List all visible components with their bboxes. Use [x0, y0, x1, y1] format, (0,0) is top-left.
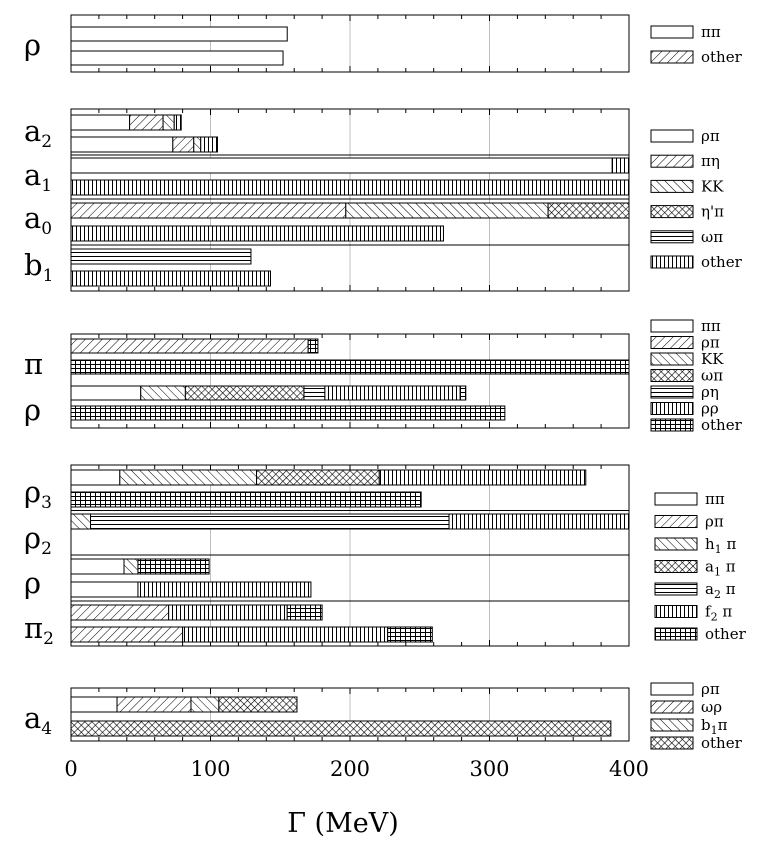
- meson-subscript: 1: [41, 176, 53, 196]
- meson-symbol: b: [24, 248, 43, 282]
- legend-label-text: other: [701, 416, 742, 434]
- legend-label: [701, 334, 720, 352]
- bar-segment-diag: [71, 627, 183, 642]
- legend-swatch: [655, 538, 697, 550]
- meson-symbol: ρ: [24, 28, 42, 62]
- panel-rho-panel: [24, 15, 743, 72]
- legend-label: [701, 698, 722, 716]
- legend-label: [705, 535, 736, 556]
- legend-swatch: [651, 51, 693, 63]
- meson-label: [24, 248, 53, 286]
- bar-segment-blank: [71, 559, 124, 574]
- meson-label: [24, 701, 52, 739]
- legend-label-tail: π: [717, 602, 733, 621]
- legend-label-text: η'π: [701, 202, 724, 221]
- legend-label: [705, 625, 747, 643]
- x-axis: [64, 757, 649, 781]
- legend-swatch: [651, 320, 693, 332]
- legend-label-text: a: [705, 580, 714, 598]
- legend-label-text: KK: [701, 350, 724, 368]
- bar-segment-grid: [71, 360, 629, 374]
- x-tick-label: 300: [469, 757, 510, 781]
- legend-label: [705, 513, 724, 531]
- legend-label-subscript: 1: [713, 565, 721, 579]
- bar-segment-vlines: [201, 137, 218, 152]
- legend-label-tail: π: [717, 716, 728, 734]
- legend-label: [701, 203, 724, 221]
- legend-swatch: [651, 231, 693, 243]
- panel-rho3-panel: [24, 465, 747, 649]
- meson-symbol: a: [24, 158, 42, 192]
- meson-symbol: π: [24, 611, 44, 645]
- meson-symbol: a: [24, 114, 42, 148]
- panels-layer: [24, 15, 747, 752]
- legend-label-subscript: 2: [710, 610, 718, 624]
- x-axis-title: Γ (MeV): [287, 808, 399, 839]
- legend-swatch: [651, 419, 693, 431]
- legend-swatch: [655, 493, 697, 505]
- bar-segment-cross: [71, 721, 611, 736]
- legend-label-text: ωρ: [701, 698, 723, 716]
- legend-label: [701, 23, 721, 41]
- legend-label: [701, 734, 743, 752]
- bar-segment-antidiag: [120, 470, 257, 485]
- meson-subscript: 2: [41, 132, 53, 152]
- bar-segment-grid: [138, 559, 209, 574]
- x-tick-label: 100: [190, 757, 231, 781]
- meson-label: [24, 475, 52, 513]
- bar-segment-antidiag: [124, 559, 138, 574]
- bar-segment-grid: [308, 339, 318, 353]
- meson-symbol: a: [24, 201, 42, 235]
- legend-label: [701, 383, 719, 401]
- bar-segment-antidiag: [71, 514, 91, 529]
- legend-label: [705, 558, 736, 579]
- legend-label-text: ρρ: [701, 399, 719, 418]
- bar-segment-cross: [185, 386, 304, 400]
- bar-segment-antidiag: [346, 203, 548, 218]
- legend-label: [701, 253, 743, 271]
- meson-symbol: ρ: [24, 521, 42, 555]
- legend-label-text: other: [701, 253, 742, 271]
- legend-label-text: other: [701, 734, 742, 752]
- bar-segment-grid: [460, 386, 466, 400]
- meson-symbol: ρ: [24, 475, 42, 509]
- bar-segment-hlines: [304, 386, 325, 400]
- legend-label: [701, 680, 720, 698]
- legend-label: [701, 416, 743, 434]
- legend-label-text: ρπ: [701, 333, 720, 352]
- meson-label: [24, 114, 52, 152]
- legend-swatch: [651, 206, 693, 218]
- legend-label-tail: π: [720, 580, 736, 598]
- panel-a4-panel: [24, 680, 743, 752]
- panel-a-b-panel: [24, 109, 743, 291]
- legend-label-text: KK: [701, 177, 724, 196]
- meson-symbol: a: [24, 701, 42, 735]
- meson-label: [24, 393, 41, 427]
- legend-swatch: [651, 370, 693, 382]
- legend-swatch: [651, 256, 693, 268]
- legend-swatch: [651, 26, 693, 38]
- meson-label: [24, 566, 41, 600]
- legend-label-text: ρη: [701, 383, 719, 401]
- legend-swatch: [651, 737, 693, 749]
- meson-label: [24, 521, 52, 559]
- legend-label: [701, 317, 721, 335]
- bar-segment-vlines: [138, 582, 311, 597]
- meson-subscript: 3: [41, 493, 52, 513]
- panel-pi-rho-panel: [24, 317, 743, 434]
- legend-label: [705, 603, 732, 624]
- bar-segment-blank: [71, 386, 141, 400]
- bar-segment-grid: [287, 605, 322, 620]
- legend-label-text: a: [705, 557, 714, 576]
- legend-label-text: ρπ: [701, 680, 720, 698]
- bar-segment-hlines: [91, 514, 450, 529]
- meson-subscript: 4: [41, 719, 53, 739]
- bar-segment-grid: [71, 492, 421, 507]
- legend-label-tail: π: [721, 535, 737, 553]
- legend-label-tail: π: [720, 557, 736, 576]
- meson-subscript: 2: [43, 629, 54, 649]
- bar-segment-diag: [71, 203, 346, 218]
- meson-symbol: ρ: [24, 393, 42, 427]
- x-tick-label: 0: [64, 757, 78, 781]
- meson-label: [24, 347, 43, 381]
- legend-swatch: [655, 606, 697, 618]
- legend-label-text: other: [705, 625, 746, 643]
- bar-segment-vlines: [183, 627, 388, 642]
- legend-label: [701, 48, 743, 66]
- bar-segment-blank: [71, 158, 612, 173]
- legend-swatch: [655, 516, 697, 528]
- meson-label: [24, 611, 54, 649]
- bar-segment-blank: [71, 582, 138, 597]
- bar-segment-blank: [71, 51, 283, 65]
- legend-swatch: [651, 386, 693, 398]
- meson-label: [24, 201, 52, 239]
- bar-segment-vlines: [71, 271, 270, 286]
- bar-segment-hlines: [71, 249, 251, 264]
- legend-swatch: [651, 353, 693, 365]
- bar-segment-diag: [117, 697, 191, 712]
- bar-segment-blank: [71, 115, 130, 130]
- legend-label: [705, 580, 736, 601]
- bar-segment-vlines: [169, 605, 288, 620]
- bar-segment-blank: [71, 470, 120, 485]
- legend-swatch: [651, 130, 693, 142]
- legend-label-text: ππ: [701, 317, 721, 335]
- legend-label: [701, 152, 720, 170]
- legend-label: [701, 367, 723, 385]
- bar-segment-cross: [548, 203, 629, 218]
- bar-segment-antidiag: [194, 137, 201, 152]
- bar-segment-blank: [71, 697, 117, 712]
- bar-segment-grid: [71, 406, 505, 420]
- bar-segment-cross: [219, 697, 297, 712]
- legend-label-text: ωπ: [701, 227, 724, 246]
- legend-label: [701, 350, 724, 368]
- legend-label: [705, 490, 725, 508]
- meson-symbol: π: [24, 347, 44, 381]
- bar-segment-vlines: [379, 470, 585, 485]
- legend-label-text: ππ: [701, 23, 721, 41]
- legend-label: [701, 400, 719, 418]
- legend-label-subscript: 1: [714, 543, 722, 556]
- bar-segment-blank: [71, 27, 287, 41]
- x-tick-label: 200: [329, 757, 371, 781]
- bar-segment-diag: [130, 115, 163, 130]
- legend-label: [701, 228, 723, 246]
- bar-segment-antidiag: [191, 697, 219, 712]
- meson-label: [24, 158, 52, 196]
- bar-segment-vlines: [174, 115, 181, 130]
- legend-swatch: [651, 403, 693, 415]
- legend-label: [701, 177, 724, 195]
- legend-swatch: [655, 628, 697, 640]
- bar-segment-vlines: [71, 180, 629, 195]
- bar-segment-blank: [71, 137, 173, 152]
- legend-swatch: [655, 583, 697, 595]
- bar-segment-diag: [71, 605, 169, 620]
- bar-segment-antidiag: [141, 386, 186, 400]
- meson-subscript: 2: [41, 539, 52, 559]
- legend-label: [701, 127, 720, 145]
- legend-label-text: ωπ: [701, 366, 724, 385]
- bar-segment-antidiag: [163, 115, 174, 130]
- legend-swatch: [651, 701, 693, 713]
- legend-label-subscript: 2: [713, 588, 721, 601]
- x-tick-label: 400: [608, 757, 650, 781]
- legend-label-text: b: [701, 716, 711, 734]
- legend-label-text: h: [705, 535, 715, 553]
- bar-segment-vlines: [71, 226, 443, 241]
- legend-swatch: [651, 155, 693, 167]
- legend-label-text: ππ: [705, 490, 725, 508]
- bar-segment-cross: [257, 470, 380, 485]
- legend-swatch: [651, 337, 693, 349]
- meson-symbol: ρ: [24, 566, 42, 600]
- bar-segment-vlines: [449, 514, 629, 529]
- meson-subscript: 0: [41, 219, 53, 239]
- legend-label-text: f: [705, 602, 711, 621]
- legend-label-text: ρπ: [701, 127, 720, 145]
- legend-label-subscript: 1: [710, 724, 718, 737]
- legend-label-text: πη: [701, 152, 720, 171]
- bar-segment-diag: [71, 339, 308, 353]
- bar-segment-diag: [173, 137, 194, 152]
- legend-label-text: other: [701, 48, 742, 66]
- bar-segment-vlines: [612, 158, 629, 173]
- meson-subscript: 1: [42, 266, 54, 286]
- legend-swatch: [651, 683, 693, 695]
- bar-segment-vlines: [325, 386, 460, 400]
- bar-segment-grid: [388, 627, 433, 642]
- legend-swatch: [651, 180, 693, 192]
- meson-label: [24, 28, 41, 62]
- legend-label-text: ρπ: [705, 512, 724, 531]
- legend-swatch: [655, 561, 697, 573]
- legend-swatch: [651, 719, 693, 731]
